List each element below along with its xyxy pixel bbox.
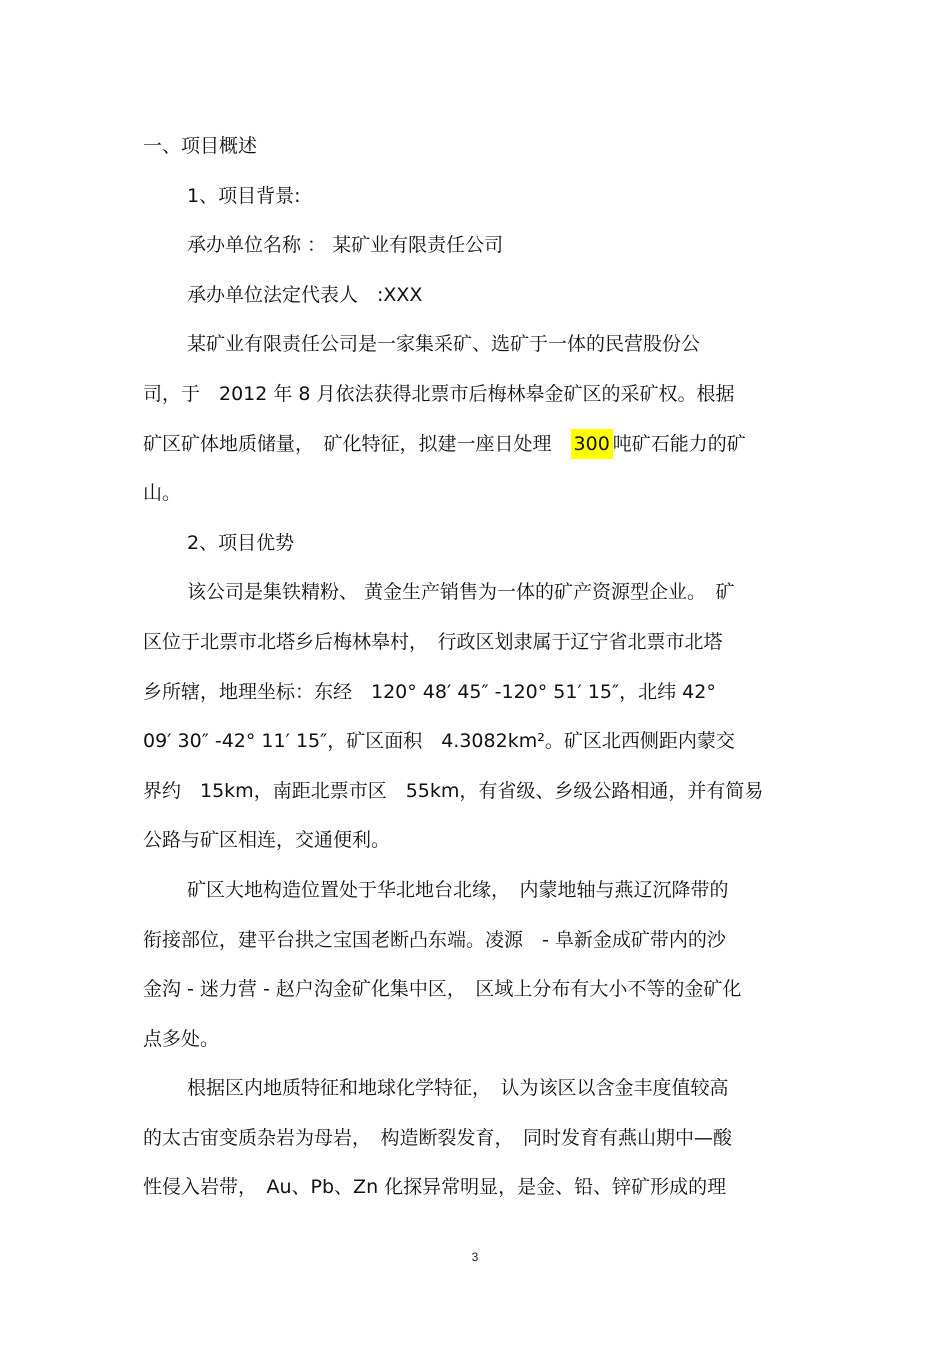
company-name-line: 承办单位名称 ： 某矿业有限责任公司 [187, 234, 504, 257]
paragraph-line: 公路与矿区相连，交通便利。 [143, 829, 391, 852]
page-content [143, 122, 808, 1213]
paragraph-line: 衔接部位，建平台拱之宝国老断凸东端。凌源 - 阜新金成矿带内的沙 [143, 928, 726, 951]
paragraph-line: 性侵入岩带， Au、Pb、Zn 化探异常明显，是金、铅、锌矿形成的理 [143, 1176, 727, 1199]
text-segment: 矿区矿体地质储量， 矿化特征，拟建一座日处理 [143, 432, 571, 455]
page-heading: 一、项目概述 [143, 135, 258, 157]
paragraph-line: 司，于 2012 年 8 月依法获得北票市后梅林皋金矿区的采矿权。根据 [143, 382, 735, 405]
paragraph-line: 某矿业有限责任公司是一家集采矿、选矿于一体的民营股份公 [187, 333, 701, 356]
page-number: 3 [471, 1250, 479, 1264]
paragraph-geology [143, 866, 808, 1064]
section-title-background: 1、项目背景: [187, 184, 301, 207]
paragraph-geochemistry [143, 1064, 808, 1213]
paragraph-line: 区位于北票市北塔乡后梅林皋村， 行政区划隶属于辽宁省北票市北塔 [143, 630, 723, 653]
highlighted-capacity-value: 300 [571, 429, 613, 459]
paragraph-line: 金沟 - 迷力营 - 赵户沟金矿化集中区， 区域上分布有大小不等的金矿化 [143, 978, 742, 1001]
paragraph-location [143, 568, 808, 866]
paragraph-company-intro [143, 320, 808, 518]
paragraph-line: 根据区内地质特征和地球化学特征， 认为该区以含金丰度值较高 [187, 1077, 729, 1100]
paragraph-line: 矿区大地构造位置处于华北地台北缘， 内蒙地轴与燕辽沉降带的 [187, 878, 729, 901]
section-title-advantages: 2、项目优势 [187, 531, 295, 554]
paragraph-line: 09′ 30″ -42° 11′ 15″，矿区面积 4.3082km²。矿区北西侧距内蒙交 [143, 730, 735, 753]
paragraph-line: 点多处。 [143, 1027, 220, 1050]
legal-representative-line: 承办单位法定代表人 :XXX [187, 283, 423, 306]
paragraph-line: 界约 15km，南距北票市区 55km，有省级、乡级公路相通，并有简易 [143, 779, 764, 802]
paragraph-line: 该公司是集铁精粉、 黄金生产销售为一体的矿产资源型企业。 矿 [187, 581, 735, 604]
paragraph-line: 乡所辖，地理坐标：东经 120° 48′ 45″ -120° 51′ 15″，北纬 42° [143, 680, 716, 703]
paragraph-line: 的太古宙变质杂岩为母岩， 构造断裂发育， 同时发育有燕山期中—酸 [143, 1126, 733, 1149]
paragraph-line [143, 420, 808, 470]
paragraph-line: 山。 [143, 482, 182, 505]
text-segment: 吨矿石能力的矿 [612, 432, 746, 455]
